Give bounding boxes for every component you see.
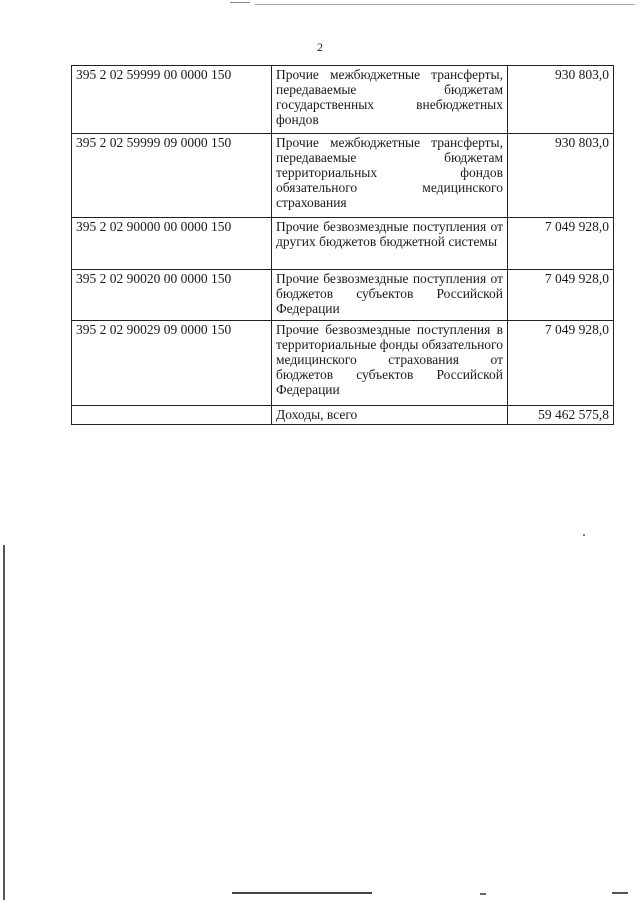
income-name-cell: Прочие безвозмездные поступления в территориальные фонды обязательного медицинского страхования от бюджетов субъектов Российской Федерации (272, 321, 508, 406)
table-row (72, 270, 614, 321)
budget-code-cell: 395 2 02 90000 00 0000 150 (72, 218, 272, 270)
budget-code-cell: 395 2 02 59999 09 0000 150 (72, 134, 272, 218)
income-name-cell: Прочие межбюджетные трансферты, передаваемые бюджетам территориальных фондов обязательного медицинского страхования (272, 134, 508, 218)
amount-cell: 7 049 928,0 (508, 270, 614, 321)
scan-smudge (232, 892, 372, 894)
table-row (72, 66, 614, 134)
amount-cell: 7 049 928,0 (508, 218, 614, 270)
total-amount: 59 462 575,8 (508, 406, 614, 425)
scan-smudge (612, 892, 628, 894)
amount-cell: 930 803,0 (508, 134, 614, 218)
total-label: Доходы, всего (272, 406, 508, 425)
income-name-cell: Прочие безвозмездные поступления от других бюджетов бюджетной системы (272, 218, 508, 270)
scan-smudge (255, 4, 635, 5)
budget-code-cell: 395 2 02 90020 00 0000 150 (72, 270, 272, 321)
total-row (72, 406, 614, 425)
amount-cell: 930 803,0 (508, 66, 614, 134)
budget-code-cell: 395 2 02 90029 09 0000 150 (72, 321, 272, 406)
table-row (72, 218, 614, 270)
income-name-cell: Прочие межбюджетные трансферты, передаваемые бюджетам государственных внебюджетных фондов (272, 66, 508, 134)
budget-code-cell: 395 2 02 59999 00 0000 150 (72, 66, 272, 134)
page-number: 2 (317, 40, 323, 54)
total-code-cell (72, 406, 272, 425)
income-name-cell: Прочие безвозмездные поступления от бюджетов субъектов Российской Федерации (272, 270, 508, 321)
table-row (72, 134, 614, 218)
table-row (72, 321, 614, 406)
scan-smudge (480, 893, 486, 895)
scan-edge-line (3, 545, 5, 900)
scan-dot (583, 534, 585, 536)
revenue-table (71, 65, 614, 425)
amount-cell: 7 049 928,0 (508, 321, 614, 406)
scan-smudge (230, 2, 250, 3)
